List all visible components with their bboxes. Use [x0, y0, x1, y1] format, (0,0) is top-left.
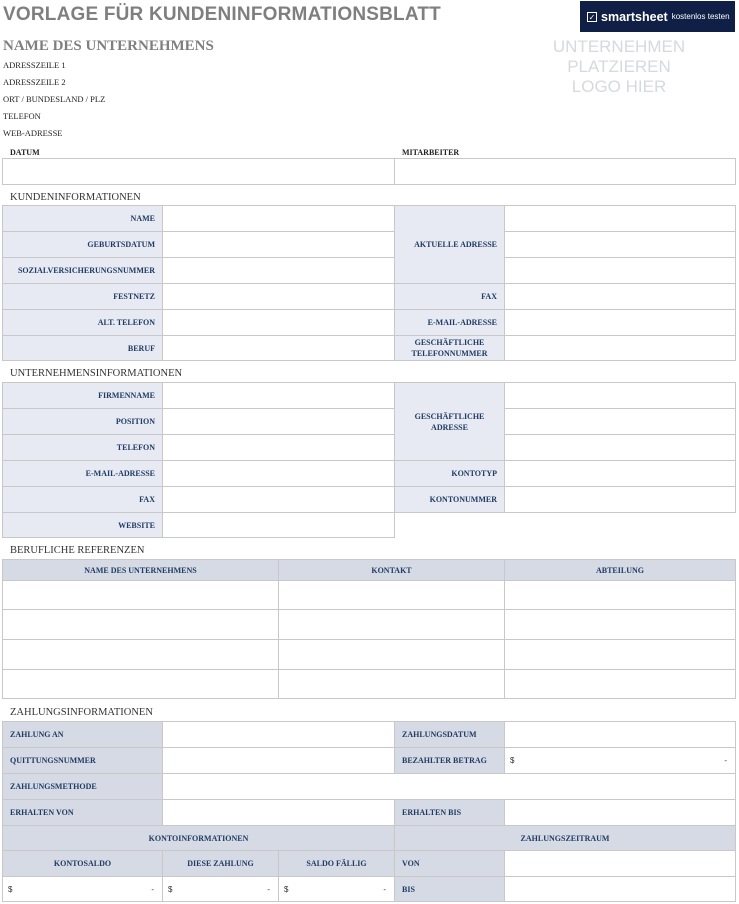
- customer-ssn-label: SOZIALVERSICHERUNGSNUMMER: [2, 257, 163, 284]
- customer-business-phone-label: GESCHÄFTLICHE TELEFONNUMMER: [394, 335, 505, 361]
- company-position-label: POSITION: [2, 408, 163, 435]
- balance-label: KONTOSALDO: [2, 850, 163, 877]
- amount-dash: -: [724, 756, 727, 765]
- currency-symbol: $: [284, 884, 289, 894]
- page-title: VORLAGE FÜR KUNDENINFORMATIONSBLATT: [3, 4, 441, 25]
- customer-fax-field[interactable]: [504, 283, 736, 310]
- company-phone-label: TELEFON: [2, 434, 163, 461]
- company-name: NAME DES UNTERNEHMENS: [3, 38, 214, 54]
- customer-address-field-1[interactable]: [504, 205, 736, 232]
- customer-name-field[interactable]: [162, 205, 395, 232]
- customer-email-field[interactable]: [504, 309, 736, 336]
- customer-address-label: AKTUELLE ADRESSE: [394, 205, 505, 284]
- payment-section-title: ZAHLUNGSINFORMATIONEN: [10, 707, 153, 718]
- company-fax-field[interactable]: [162, 486, 395, 513]
- customer-landline-field[interactable]: [162, 283, 395, 310]
- received-to-label: ERHALTEN BIS: [394, 799, 505, 826]
- company-address-field-2[interactable]: [504, 408, 736, 435]
- references-col-department: ABTEILUNG: [504, 559, 736, 581]
- reference-cell[interactable]: [504, 580, 736, 610]
- company-account-number-label: KONTONUMMER: [394, 486, 505, 513]
- received-to-field[interactable]: [504, 799, 736, 826]
- customer-fax-label: FAX: [394, 283, 505, 310]
- this-payment-field[interactable]: [162, 876, 279, 902]
- customer-birth-field[interactable]: [162, 231, 395, 258]
- customer-landline-label: FESTNETZ: [2, 283, 163, 310]
- amount-dash: -: [267, 884, 270, 894]
- date-label: DATUM: [10, 148, 40, 157]
- reference-cell[interactable]: [2, 580, 279, 610]
- amount-paid-field[interactable]: [504, 747, 736, 774]
- smartsheet-badge[interactable]: [580, 1, 735, 32]
- period-from-field[interactable]: [504, 850, 736, 877]
- company-account-type-field[interactable]: [504, 460, 736, 487]
- method-field[interactable]: [162, 773, 736, 800]
- badge-cta: kostenlos testen: [671, 12, 730, 21]
- balance-due-label: SALDO FÄLLIG: [278, 850, 395, 877]
- amount-paid-label: BEZAHLTER BETRAG: [394, 747, 505, 774]
- customer-ssn-field[interactable]: [162, 257, 395, 284]
- badge-brand: smartsheet: [601, 9, 668, 24]
- customer-section-title: KUNDENINFORMATIONEN: [10, 192, 141, 203]
- customer-alt-phone-label: ALT. TELEFON: [2, 309, 163, 336]
- logo-placeholder: [500, 37, 738, 97]
- balance-due-field[interactable]: [278, 876, 395, 902]
- reference-cell[interactable]: [504, 609, 736, 640]
- address-web: WEB-ADRESSE: [3, 128, 63, 138]
- company-website-field[interactable]: [162, 512, 395, 538]
- date-field[interactable]: [2, 158, 395, 185]
- customer-alt-phone-field[interactable]: [162, 309, 395, 336]
- customer-job-label: BERUF: [2, 335, 163, 361]
- company-email-field[interactable]: [162, 460, 395, 487]
- address-line-1: ADRESSZEILE 1: [3, 60, 66, 70]
- reference-cell[interactable]: [2, 609, 279, 640]
- amount-dash: -: [383, 884, 386, 894]
- reference-cell[interactable]: [504, 639, 736, 670]
- reference-cell[interactable]: [278, 580, 505, 610]
- company-phone-field[interactable]: [162, 434, 395, 461]
- receipt-field[interactable]: [162, 747, 395, 774]
- references-section-title: BERUFLICHE REFERENZEN: [10, 545, 145, 556]
- address-city: ORT / BUNDESLAND / PLZ: [3, 94, 106, 104]
- reference-cell[interactable]: [278, 669, 505, 699]
- references-col-company: NAME DES UNTERNEHMENS: [2, 559, 279, 581]
- company-fax-label: FAX: [2, 486, 163, 513]
- period-from-label: VON: [394, 850, 505, 877]
- company-section-title: UNTERNEHMENSINFORMATIONEN: [10, 368, 183, 379]
- logo-line-2: LOGO HIER: [571, 77, 667, 96]
- address-phone: TELEFON: [3, 111, 41, 121]
- account-info-header: KONTOINFORMATIONEN: [2, 825, 395, 851]
- reference-cell[interactable]: [278, 609, 505, 640]
- currency-symbol: $: [168, 884, 173, 894]
- address-line-2: ADRESSZEILE 2: [3, 77, 66, 87]
- employee-label: MITARBEITER: [402, 148, 460, 157]
- company-website-label: WEBSITE: [2, 512, 163, 538]
- payment-date-field[interactable]: [504, 721, 736, 748]
- currency-symbol: $: [510, 756, 515, 765]
- received-from-label: ERHALTEN VON: [2, 799, 163, 826]
- currency-symbol: $: [8, 884, 13, 894]
- company-firm-label: FIRMENNAME: [2, 382, 163, 409]
- company-email-label: E-MAIL-ADRESSE: [2, 460, 163, 487]
- payment-date-label: ZAHLUNGSDATUM: [394, 721, 505, 748]
- customer-email-label: E-MAIL-ADRESSE: [394, 309, 505, 336]
- amount-dash: -: [151, 884, 154, 894]
- customer-business-phone-field[interactable]: [504, 335, 736, 361]
- reference-cell[interactable]: [278, 639, 505, 670]
- reference-cell[interactable]: [2, 669, 279, 699]
- period-to-label: BIS: [394, 876, 505, 902]
- balance-field[interactable]: [2, 876, 163, 902]
- period-to-field[interactable]: [504, 876, 736, 902]
- customer-job-field[interactable]: [162, 335, 395, 361]
- company-account-type-label: KONTOTYP: [394, 460, 505, 487]
- reference-cell[interactable]: [504, 669, 736, 699]
- company-position-field[interactable]: [162, 408, 395, 435]
- customer-address-field-3[interactable]: [504, 257, 736, 284]
- company-address-label: GESCHÄFTLICHE ADRESSE: [394, 382, 505, 461]
- pay-to-label: ZAHLUNG AN: [2, 721, 163, 748]
- receipt-label: QUITTUNGSNUMMER: [2, 747, 163, 774]
- company-address-field-1[interactable]: [504, 382, 736, 409]
- company-account-number-field[interactable]: [504, 486, 736, 513]
- payment-period-header: ZAHLUNGSZEITRAUM: [394, 825, 736, 851]
- customer-name-label: NAME: [2, 205, 163, 232]
- logo-line-1: UNTERNEHMEN PLATZIEREN: [552, 37, 686, 76]
- references-col-contact: KONTAKT: [278, 559, 505, 581]
- received-from-field[interactable]: [162, 799, 395, 826]
- customer-birth-label: GEBURTSDATUM: [2, 231, 163, 258]
- this-payment-label: DIESE ZAHLUNG: [162, 850, 279, 877]
- pay-to-field[interactable]: [162, 721, 395, 748]
- employee-field[interactable]: [394, 158, 736, 185]
- company-firm-field[interactable]: [162, 382, 395, 409]
- company-address-field-3[interactable]: [504, 434, 736, 461]
- method-label: ZAHLUNGSMETHODE: [2, 773, 163, 800]
- check-icon: ✓: [588, 12, 596, 22]
- customer-address-field-2[interactable]: [504, 231, 736, 258]
- reference-cell[interactable]: [2, 639, 279, 670]
